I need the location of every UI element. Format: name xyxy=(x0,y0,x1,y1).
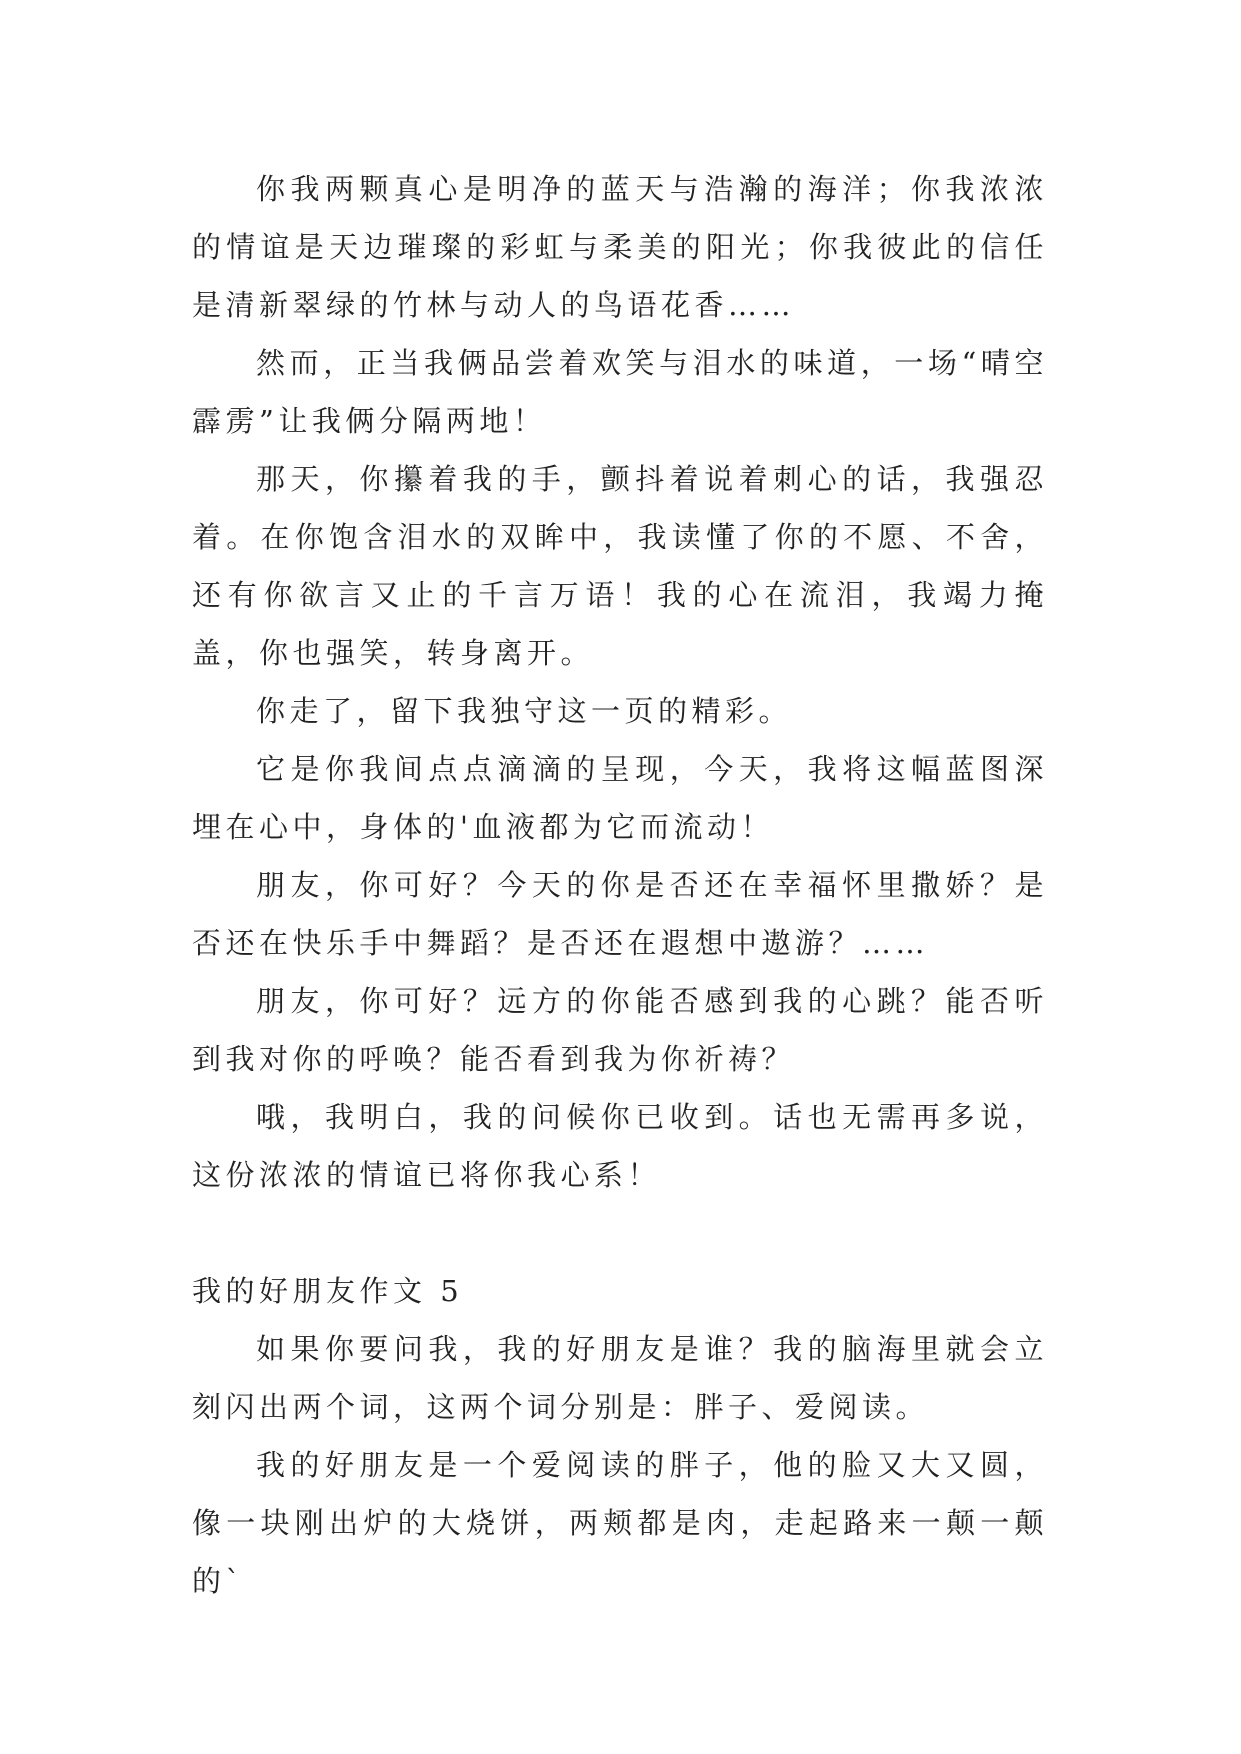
paragraph: 你走了，留下我独守这一页的精彩。 xyxy=(256,694,793,728)
paragraph: 朋友，你可好？今天的你是否还在幸福怀里撒娇？是否还在快乐手中舞蹈？是否还在遐想中遨游？…… xyxy=(192,868,1048,960)
paragraph: 然而，正当我俩品尝着欢笑与泪水的味道，一场“晴空霹雳”让我俩分隔两地！ xyxy=(192,346,1048,438)
paragraph: 它是你我间点点滴滴的呈现，今天，我将这幅蓝图深埋在心中，身体的'血液都为它而流动！ xyxy=(192,752,1048,844)
section-title: 我的好朋友作文 5 xyxy=(192,1274,464,1308)
paragraph: 哦，我明白，我的问候你已收到。话也无需再多说，这份浓浓的情谊已将你我心系！ xyxy=(192,1100,1048,1192)
paragraph: 我的好朋友是一个爱阅读的胖子，他的脸又大又圆，像一块刚出炉的大烧饼，两颊都是肉，走起路来一颠一颠的` xyxy=(192,1448,1048,1598)
paragraph: 那天，你攥着我的手，颤抖着说着刺心的话，我强忍着。在你饱含泪水的双眸中，我读懂了你的不愿、不舍，还有你欲言又止的千言万语！我的心在流泪，我竭力掩盖，你也强笑，转身离开。 xyxy=(192,462,1048,670)
document-body xyxy=(192,160,1048,1610)
paragraph: 你我两颗真心是明净的蓝天与浩瀚的海洋；你我浓浓的情谊是天边璀璨的彩虹与柔美的阳光；你我彼此的信任是清新翠绿的竹林与动人的鸟语花香…… xyxy=(192,172,1048,322)
paragraph: 朋友，你可好？远方的你能否感到我的心跳？能否听到我对你的呼唤？能否看到我为你祈祷？ xyxy=(192,984,1048,1076)
paragraph: 如果你要问我，我的好朋友是谁？我的脑海里就会立刻闪出两个词，这两个词分别是：胖子、爱阅读。 xyxy=(192,1332,1048,1424)
